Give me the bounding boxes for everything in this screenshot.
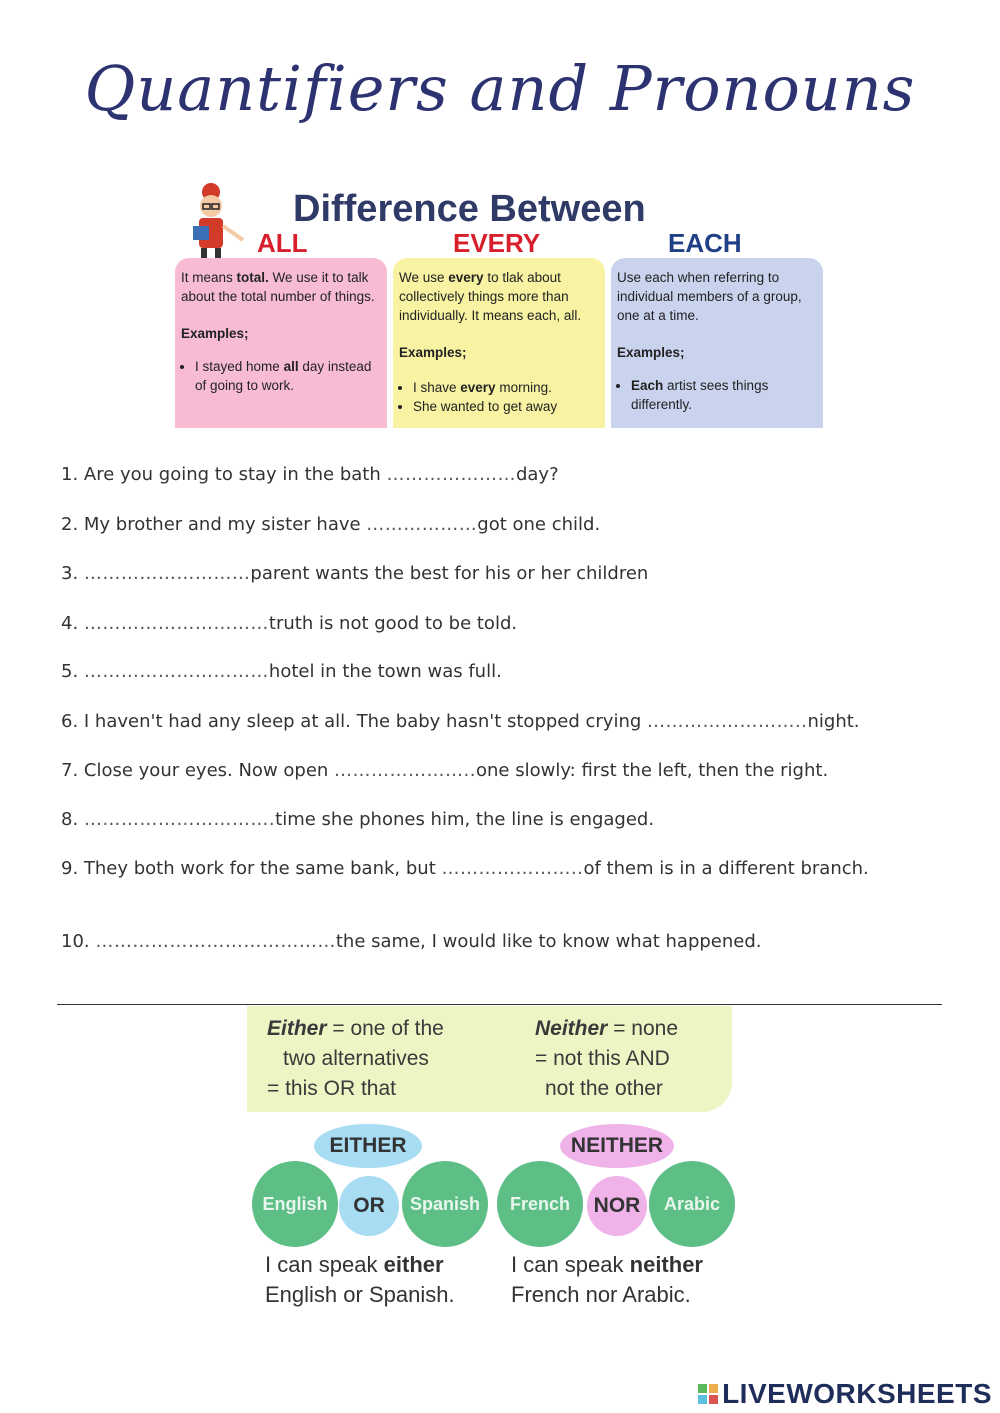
- question-10: 10. …………………………………the same, I would like to know what happened.: [61, 931, 762, 952]
- answer-blank[interactable]: …………………..: [441, 858, 584, 879]
- page-title: Quantifiers and Pronouns: [84, 52, 916, 125]
- difference-infographic: [175, 170, 823, 428]
- every-description: We use every to tlak about collectively things more than individually. It means each, all.: [399, 270, 582, 323]
- english-circle: English: [252, 1161, 338, 1247]
- definition-banner: [247, 1006, 732, 1112]
- infographic-heading: Difference Between: [293, 188, 646, 230]
- section-divider: [57, 1004, 942, 1005]
- each-examples-label: Examples;: [617, 345, 685, 360]
- every-example-2: • She wanted to get away: [413, 397, 597, 416]
- question-1: 1. Are you going to stay in the bath …………………day?: [61, 464, 559, 485]
- teacher-illustration: [181, 178, 251, 268]
- question-6: 6. I haven't had any sleep at all. The baby hasn't stopped crying ……………………..night.: [61, 711, 860, 732]
- either-example: I can speak either English or Spanish.: [265, 1252, 455, 1307]
- all-example: • I stayed home all day instead of going to work.: [195, 357, 379, 395]
- neither-label: NEITHER: [560, 1124, 674, 1168]
- each-box: [611, 258, 823, 428]
- every-example-1: • I shave every morning.: [413, 378, 597, 397]
- question-9: 9. They both work for the same bank, but …………………..of them is in a different branch.: [61, 858, 869, 879]
- neither-example: I can speak neither French nor Arabic.: [511, 1252, 703, 1307]
- all-description: It means total. We use it to talk about the total number of things.: [181, 270, 375, 304]
- answer-blank[interactable]: ………………………….: [83, 809, 276, 830]
- spanish-circle: Spanish: [402, 1161, 488, 1247]
- question-4: 4. …………………………truth is not good to be told.: [61, 613, 518, 634]
- answer-blank[interactable]: …………………………………: [95, 931, 336, 952]
- or-circle: OR: [339, 1176, 399, 1236]
- answer-blank[interactable]: …………………..: [334, 760, 476, 781]
- each-example: • Each artist sees things differently.: [631, 376, 815, 414]
- every-box: [393, 258, 605, 428]
- question-3: 3. ………………………parent wants the best for his or her children: [61, 563, 649, 584]
- each-description: Use each when referring to individual members of a group, one at a time.: [617, 270, 802, 323]
- either-neither-infographic: [247, 1006, 747, 1311]
- liveworksheets-brand[interactable]: [697, 1378, 992, 1410]
- question-5: 5. …………………………hotel in the town was full.: [61, 661, 502, 682]
- question-7: 7. Close your eyes. Now open …………………..one slowly: first the left, then the right.: [61, 760, 829, 781]
- answer-blank[interactable]: ………………………: [83, 563, 251, 584]
- question-2: 2. My brother and my sister have ………………got one child.: [61, 514, 601, 535]
- brand-text: LIVEWORKSHEETS: [722, 1378, 992, 1409]
- nor-circle: NOR: [587, 1176, 647, 1236]
- every-examples-label: Examples;: [399, 345, 467, 360]
- all-title: ALL: [257, 228, 308, 258]
- answer-blank[interactable]: …………………………: [83, 613, 269, 634]
- answer-blank[interactable]: …………………: [386, 464, 516, 485]
- answer-blank[interactable]: ………………: [366, 514, 478, 535]
- every-title: EVERY: [453, 228, 541, 258]
- all-examples-label: Examples;: [181, 326, 249, 341]
- answer-blank[interactable]: …………………………: [83, 661, 269, 682]
- either-definition: Either = one of the two alternatives = this OR that: [267, 1017, 444, 1100]
- question-8: 8. ………………………….time she phones him, the line is engaged.: [61, 809, 655, 830]
- each-title: EACH: [668, 228, 742, 258]
- neither-definition: Neither = none = not this AND not the other: [535, 1017, 679, 1100]
- arabic-circle: Arabic: [649, 1161, 735, 1247]
- all-box: [175, 258, 387, 428]
- french-circle: French: [497, 1161, 583, 1247]
- either-label: EITHER: [314, 1124, 422, 1168]
- answer-blank[interactable]: ……………………..: [647, 711, 808, 732]
- liveworksheets-logo-icon: [697, 1383, 719, 1405]
